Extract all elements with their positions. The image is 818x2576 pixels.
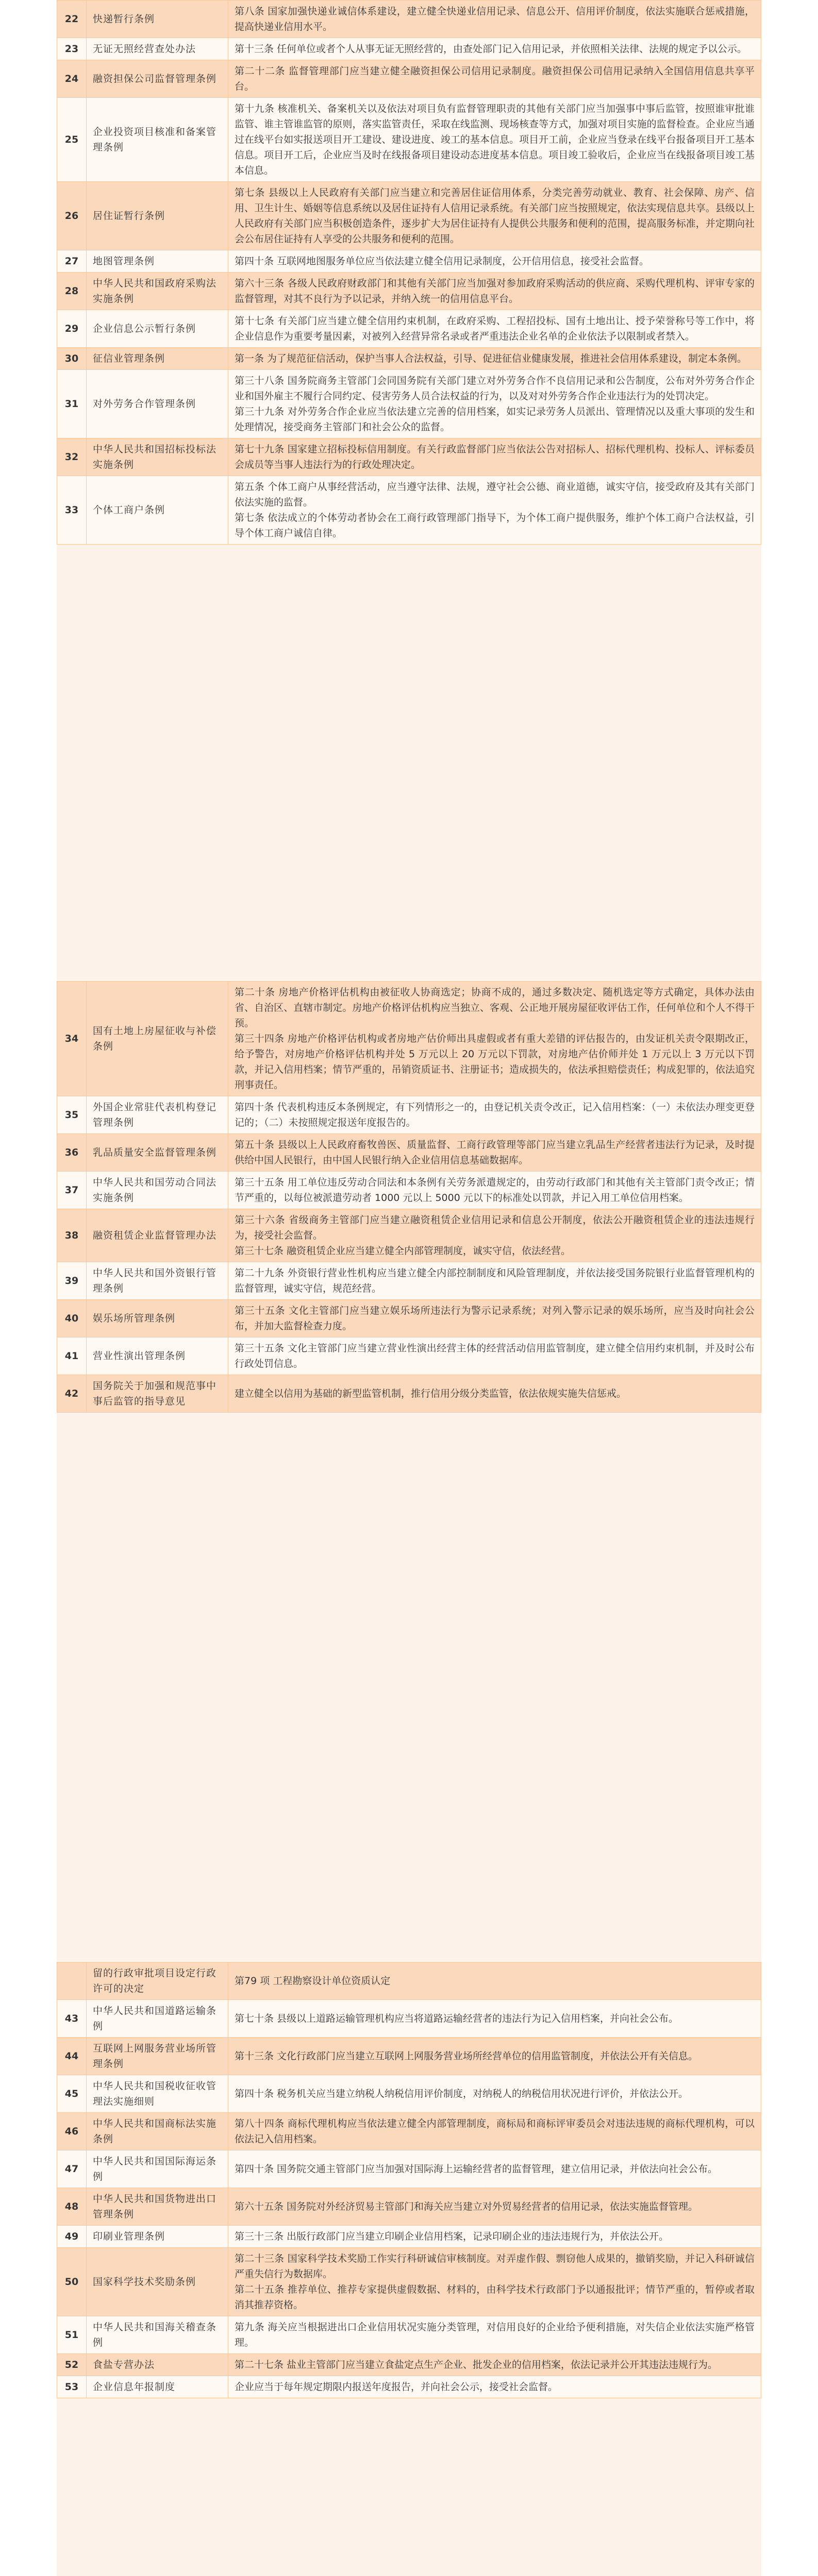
- table-row: [57, 2000, 761, 2038]
- regulation-article: [228, 370, 761, 438]
- article-paragraph: 第五十条 县级以上人民政府畜牧兽医、质量监督、工商行政管理等部门应当建立乳品生产经营者违法行为记录，及时提供给中国人民银行，由中国人民银行纳入企业信用信息基础数据库。: [235, 1139, 755, 1166]
- regulation-article: [228, 1209, 761, 1262]
- row-number: 25: [57, 98, 87, 182]
- regulation-table: [57, 0, 761, 545]
- table-row: [57, 2226, 761, 2248]
- regulation-article: [228, 1172, 761, 1209]
- row-number: 34: [57, 981, 87, 1096]
- regulation-name: 快递暂行条例: [87, 1, 228, 38]
- article-paragraph: 第七十条 县级以上道路运输管理机构应当将道路运输经营者的违法行为记入信用档案，并向社会公布。: [235, 2013, 679, 2024]
- regulation-article: [228, 1375, 761, 1413]
- row-number: 22: [57, 1, 87, 38]
- regulation-name: 个体工商户条例: [87, 476, 228, 545]
- article-paragraph: 第三十五条 文化主管部门应当建立娱乐场所违法行为警示记录系统；对列入警示记录的娱乐场所，应当及时向社会公布，并加大监督检查力度。: [235, 1305, 755, 1332]
- article-paragraph: 第三十四条 房地产价格评估机构或者房地产估价师出具虚假或者有重大差错的评估报告的，由发证机关责令限期改正，给予警告，对房地产价格评估机构并处 5 万元以上 20 万元以下罚款，对房地产估价师并处 1 万元以上 3 万元以下罚款，并记入信用档案；情节严重的，吊销资质证书、注册证书；造成损失的，依法承担赔偿责任；构成犯罪的，依法追究刑事责任。: [235, 1033, 755, 1091]
- regulation-name: 留的行政审批项目设定行政许可的决定: [87, 1962, 228, 2000]
- article-paragraph: 第二十九条 外资银行营业性机构应当建立健全内部控制制度和风险管理制度，并依法接受国务院银行业监督管理机构的监督管理，诚实守信，规范经营。: [235, 1267, 755, 1294]
- row-number: [57, 1962, 87, 2000]
- article-paragraph: 第三十七条 融资租赁企业应当建立健全内部管理制度，诚实守信，依法经营。: [235, 1245, 571, 1257]
- table-row: [57, 438, 761, 476]
- table-row: [57, 348, 761, 370]
- regulation-article: [228, 182, 761, 250]
- table-row: [57, 1300, 761, 1337]
- regulation-article: [228, 2075, 761, 2113]
- regulation-name: 国家科学技术奖励条例: [87, 2248, 228, 2316]
- regulation-article: [228, 438, 761, 476]
- regulation-table-sheet: [57, 0, 761, 2576]
- regulation-name: 中华人民共和国道路运输条例: [87, 2000, 228, 2038]
- article-paragraph: 第十七条 有关部门应当建立健全信用约束机制，在政府采购、工程招投标、国有土地出让、授予荣誉称号等工作中，将企业信息作为重要考量因素，对被列入经营异常名录或者严重违法企业名单的企业依法予以限制或者禁入。: [235, 315, 755, 342]
- article-paragraph: 第三十五条 文化主管部门应当建立营业性演出经营主体的经营活动信用监管制度，建立健全信用约束机制，并及时公布行政处罚信息。: [235, 1343, 755, 1369]
- table-row: [57, 2075, 761, 2113]
- regulation-name: 中华人民共和国商标法实施条例: [87, 2113, 228, 2150]
- regulation-name: 征信业管理条例: [87, 348, 228, 370]
- table-row: [57, 2376, 761, 2398]
- table-row: [57, 273, 761, 310]
- regulation-name: 融资租赁企业监督管理办法: [87, 1209, 228, 1262]
- table-row: [57, 476, 761, 545]
- regulation-article: [228, 981, 761, 1096]
- article-paragraph: 第十九条 核准机关、备案机关以及依法对项目负有监督管理职责的其他有关部门应当加强事中事后监管，按照谁审批谁监管、谁主管谁监管的原则，落实监管责任，采取在线监测、现场核查等方式，加强对项目实施的监督检查。企业应当通过在线平台如实报送项目开工建设、建设进度、竣工的基本信息。项目开工前，企业应当登录在线平台报备项目开工基本信息。项目开工后，企业应当及时在线报备项目建设动态进度基本信息。项目竣工验收后，企业应当在线报备项目竣工基本信息。: [235, 103, 755, 176]
- regulation-article: [228, 2376, 761, 2398]
- table-page: [57, 0, 761, 980]
- article-paragraph: 第八十四条 商标代理机构应当依法建立健全内部管理制度，商标局和商标评审委员会对违法违规的商标代理机构，可以依法记入信用档案。: [235, 2118, 755, 2145]
- regulation-name: 中华人民共和国招标投标法实施条例: [87, 438, 228, 476]
- table-row: [57, 1962, 761, 2000]
- row-number: 31: [57, 370, 87, 438]
- regulation-name: 中华人民共和国国际海运条例: [87, 2150, 228, 2188]
- article-paragraph: 第二十五条 推荐单位、推荐专家提供虚假数据、材料的，由科学技术行政部门予以通报批评；情节严重的，暂停或者取消其推荐资格。: [235, 2284, 755, 2311]
- regulation-article: [228, 60, 761, 98]
- row-number: 38: [57, 1209, 87, 1262]
- regulation-name: 对外劳务合作管理条例: [87, 370, 228, 438]
- regulation-name: 娱乐场所管理条例: [87, 1300, 228, 1337]
- regulation-article: [228, 98, 761, 182]
- table-row: [57, 98, 761, 182]
- regulation-article: [228, 2000, 761, 2038]
- regulation-name: 营业性演出管理条例: [87, 1337, 228, 1375]
- regulation-article: [228, 273, 761, 310]
- regulation-name: 外国企业常驻代表机构登记管理条例: [87, 1096, 228, 1134]
- table-row: [57, 1096, 761, 1134]
- regulation-article: [228, 2248, 761, 2316]
- article-paragraph: 第七条 依法成立的个体劳动者协会在工商行政管理部门指导下，为个体工商户提供服务，维护个体工商户合法权益，引导个体工商户诚信自律。: [235, 512, 755, 539]
- regulation-name: 食盐专营办法: [87, 2354, 228, 2376]
- table-row: [57, 2150, 761, 2188]
- row-number: 46: [57, 2113, 87, 2150]
- regulation-article: [228, 1134, 761, 1172]
- row-number: 48: [57, 2188, 87, 2226]
- table-row: [57, 2248, 761, 2316]
- regulation-article: [228, 250, 761, 273]
- row-number: 27: [57, 250, 87, 273]
- row-number: 29: [57, 310, 87, 348]
- row-number: 23: [57, 38, 87, 60]
- row-number: 39: [57, 1262, 87, 1300]
- row-number: 45: [57, 2075, 87, 2113]
- regulation-article: [228, 2188, 761, 2226]
- row-number: 33: [57, 476, 87, 545]
- row-number: 53: [57, 2376, 87, 2398]
- regulation-article: [228, 2038, 761, 2075]
- regulation-article: [228, 2226, 761, 2248]
- table-row: [57, 370, 761, 438]
- regulation-name: 居住证暂行条例: [87, 182, 228, 250]
- table-row: [57, 2113, 761, 2150]
- article-paragraph: 第三十八条 国务院商务主管部门会同国务院有关部门建立对外劳务合作不良信用记录和公告制度，公布对外劳务合作企业和国外雇主不履行合同约定、侵害劳务人员合法权益的行为，以及对对外劳务合作企业违法行为的处罚决定。: [235, 375, 755, 402]
- regulation-article: [228, 2316, 761, 2354]
- regulation-article: [228, 2113, 761, 2150]
- row-number: 30: [57, 348, 87, 370]
- row-number: 42: [57, 1375, 87, 1413]
- article-paragraph: 第二十条 房地产价格评估机构由被征收人协商选定；协商不成的，通过多数决定、随机选定等方式确定，具体办法由省、自治区、直辖市制定。房地产价格评估机构应当独立、客观、公正地开展房屋征收评估工作，任何单位和个人不得干预。: [235, 987, 755, 1029]
- table-row: [57, 1, 761, 38]
- article-paragraph: 第三十五条 用工单位违反劳动合同法和本条例有关劳务派遣规定的，由劳动行政部门和其他有关主管部门责令改正；情节严重的，以每位被派遣劳动者 1000 元以上 5000 元以下的标准处以罚款，并记入用工单位信用档案。: [235, 1177, 755, 1204]
- table-page: [57, 1962, 761, 2576]
- article-paragraph: 第六十三条 各级人民政府财政部门和其他有关部门应当加强对参加政府采购活动的供应商、采购代理机构、评审专家的监督管理，对其不良行为予以记录，并纳入统一的信用信息平台。: [235, 278, 755, 304]
- regulation-name: 企业信息公示暂行条例: [87, 310, 228, 348]
- table-row: [57, 310, 761, 348]
- row-number: 44: [57, 2038, 87, 2075]
- article-paragraph: 第二十三条 国家科学技术奖励工作实行科研诚信审核制度。对弄虚作假、剽窃他人成果的，撤销奖励，并记入科研诚信严重失信行为数据库。: [235, 2253, 755, 2280]
- row-number: 43: [57, 2000, 87, 2038]
- row-number: 37: [57, 1172, 87, 1209]
- row-number: 28: [57, 273, 87, 310]
- row-number: 36: [57, 1134, 87, 1172]
- regulation-article: [228, 310, 761, 348]
- article-paragraph: 第79 项 工程勘察设计单位资质认定: [235, 1975, 391, 1987]
- regulation-article: [228, 38, 761, 60]
- regulation-article: [228, 348, 761, 370]
- regulation-name: 企业信息年报制度: [87, 2376, 228, 2398]
- table-row: [57, 1375, 761, 1413]
- table-page: [57, 981, 761, 1961]
- table-row: [57, 2354, 761, 2376]
- article-paragraph: 第四十条 税务机关应当建立纳税人纳税信用评价制度，对纳税人的纳税信用状况进行评价，并依法公开。: [235, 2088, 689, 2099]
- table-row: [57, 60, 761, 98]
- table-row: [57, 250, 761, 273]
- table-row: [57, 2188, 761, 2226]
- article-paragraph: 建立健全以信用为基础的新型监管机制，推行信用分级分类监管，依法依规实施失信惩戒。: [235, 1388, 627, 1399]
- row-number: 24: [57, 60, 87, 98]
- row-number: 47: [57, 2150, 87, 2188]
- regulation-name: 企业投资项目核准和备案管理条例: [87, 98, 228, 182]
- row-number: 35: [57, 1096, 87, 1134]
- article-paragraph: 第十三条 任何单位或者个人从事无证无照经营的，由查处部门记入信用记录，并依照相关法律、法规的规定予以公示。: [235, 43, 747, 55]
- row-number: 50: [57, 2248, 87, 2316]
- regulation-name: 国有土地上房屋征收与补偿条例: [87, 981, 228, 1096]
- row-number: 49: [57, 2226, 87, 2248]
- article-paragraph: 企业应当于每年规定期限内报送年度报告，并向社会公示，接受社会监督。: [235, 2381, 558, 2393]
- row-number: 32: [57, 438, 87, 476]
- article-paragraph: 第七条 县级以上人民政府有关部门应当建立和完善居住证信用体系，分类完善劳动就业、教育、社会保障、房产、信用、卫生计生、婚姻等信息系统以及居住证持有人信用记录系统。有关部门应当按照规定，依法实现信息共享。县级以上人民政府有关部门应当积极创造条件，逐步扩大为居住证持有人提供公共服务和便利的范围，提高服务标准，并定期向社会公布居住证持有人享受的公共服务和便利的范围。: [235, 187, 755, 245]
- table-row: [57, 1209, 761, 1262]
- article-paragraph: 第四十条 国务院交通主管部门应当加强对国际海上运输经营者的监督管理，建立信用记录，并依法向社会公布。: [235, 2163, 718, 2175]
- regulation-name: 互联网上网服务营业场所管理条例: [87, 2038, 228, 2075]
- article-paragraph: 第六十五条 国务院对外经济贸易主管部门和海关应当建立对外贸易经营者的信用记录，依法实施监督管理。: [235, 2201, 698, 2212]
- regulation-name: 无证无照经营查处办法: [87, 38, 228, 60]
- article-paragraph: 第一条 为了规范征信活动，保护当事人合法权益，引导、促进征信业健康发展，推进社会信用体系建设，制定本条例。: [235, 353, 747, 364]
- regulation-article: [228, 1096, 761, 1134]
- regulation-name: 中华人民共和国外资银行管理条例: [87, 1262, 228, 1300]
- article-paragraph: 第二十二条 监督管理部门应当建立健全融资担保公司信用记录制度。融资担保公司信用记录纳入全国信用信息共享平台。: [235, 65, 755, 92]
- row-number: 51: [57, 2316, 87, 2354]
- row-number: 40: [57, 1300, 87, 1337]
- regulation-article: [228, 2354, 761, 2376]
- article-paragraph: 第三十六条 省级商务主管部门应当建立融资租赁企业信用记录和信息公开制度，依法公开融资租赁企业的违法违规行为，接受社会监督。: [235, 1214, 755, 1241]
- regulation-name: 中华人民共和国劳动合同法实施条例: [87, 1172, 228, 1209]
- regulation-name: 中华人民共和国税收征收管理法实施细则: [87, 2075, 228, 2113]
- regulation-article: [228, 476, 761, 545]
- regulation-name: 中华人民共和国海关稽查条例: [87, 2316, 228, 2354]
- table-row: [57, 1262, 761, 1300]
- article-paragraph: 第十三条 文化行政部门应当建立互联网上网服务营业场所经营单位的信用监管制度，并依法公开有关信息。: [235, 2050, 698, 2062]
- article-paragraph: 第四十条 互联网地图服务单位应当依法建立健全信用记录制度，公开信用信息，接受社会监督。: [235, 256, 649, 267]
- regulation-name: 印刷业管理条例: [87, 2226, 228, 2248]
- article-paragraph: 第四十条 代表机构违反本条例规定，有下列情形之一的，由登记机关责令改正，记入信用档案：（一）未依法办理变更登记的；（二）未按照规定报送年度报告的。: [235, 1101, 755, 1128]
- regulation-name: 中华人民共和国政府采购法实施条例: [87, 273, 228, 310]
- table-row: [57, 1337, 761, 1375]
- row-number: 52: [57, 2354, 87, 2376]
- regulation-name: 乳品质量安全监督管理条例: [87, 1134, 228, 1172]
- table-row: [57, 1134, 761, 1172]
- regulation-article: [228, 1300, 761, 1337]
- regulation-name: 地图管理条例: [87, 250, 228, 273]
- row-number: 41: [57, 1337, 87, 1375]
- row-number: 26: [57, 182, 87, 250]
- article-paragraph: 第八条 国家加强快递业诚信体系建设，建立健全快递业信用记录、信息公开、信用评价制度，依法实施联合惩戒措施，提高快递业信用水平。: [235, 6, 755, 32]
- regulation-article: [228, 1, 761, 38]
- regulation-article: [228, 1337, 761, 1375]
- regulation-article: [228, 2150, 761, 2188]
- regulation-name: 中华人民共和国货物进出口管理条例: [87, 2188, 228, 2226]
- regulation-name: 融资担保公司监督管理条例: [87, 60, 228, 98]
- regulation-table: [57, 981, 761, 1413]
- table-row: [57, 182, 761, 250]
- regulation-article: [228, 1262, 761, 1300]
- regulation-table: [57, 1962, 761, 2398]
- table-row: [57, 2316, 761, 2354]
- article-paragraph: 第五条 个体工商户从事经营活动，应当遵守法律、法规，遵守社会公德、商业道德，诚实守信，接受政府及其有关部门依法实施的监督。: [235, 481, 755, 508]
- table-row: [57, 1172, 761, 1209]
- article-paragraph: 第三十九条 对外劳务合作企业应当依法建立完善的信用档案，如实记录劳务人员派出、管理情况以及重大事项的发生和处理情况，接受商务主管部门和社会公众的监督。: [235, 406, 755, 433]
- table-row: [57, 38, 761, 60]
- article-paragraph: 第七十九条 国家建立招标投标信用制度。有关行政监督部门应当依法公告对招标人、招标代理机构、投标人、评标委员会成员等当事人违法行为的行政处理决定。: [235, 444, 755, 470]
- table-row: [57, 2038, 761, 2075]
- table-row: [57, 981, 761, 1096]
- regulation-name: 国务院关于加强和规范事中事后监管的指导意见: [87, 1375, 228, 1413]
- regulation-article: [228, 1962, 761, 2000]
- article-paragraph: 第三十三条 出版行政部门应当建立印刷企业信用档案，记录印刷企业的违法违规行为，并依法公开。: [235, 2231, 669, 2242]
- article-paragraph: 第二十七条 盐业主管部门应当建立食盐定点生产企业、批发企业的信用档案，依法记录并公开其违法违规行为。: [235, 2359, 718, 2370]
- article-paragraph: 第九条 海关应当根据进出口企业信用状况实施分类管理，对信用良好的企业给予便利措施，对失信企业依法实施严格管理。: [235, 2321, 755, 2348]
